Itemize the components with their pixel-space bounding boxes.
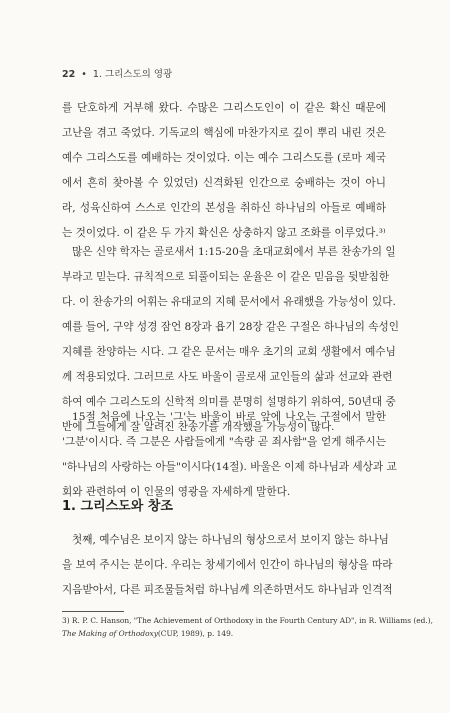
footnote-divider [62, 611, 124, 612]
footnote-line: 3) R. P. C. Hanson, "The Achievement of Orthodoxy in the Fourth Century AD", in R. Williams (ed.), [62, 616, 433, 625]
footnote [62, 614, 433, 640]
text-line: 반에 그들에게 잘 알려진 찬송가를 개작했을 가능성이 많다. [62, 421, 335, 433]
text-line: 15절 처음에 나오는 '그'는 바울이 바로 앞에 나오는 구절에서 말한 [72, 411, 386, 423]
text-line: 을 보여 주시는 분이다. 우리는 창세기에서 인간이 하나님의 형상을 따라 [62, 559, 393, 571]
text-line: 많은 신약 학자는 골로새서 1:15-20을 초대교회에서 부른 찬송가의 일 [72, 246, 396, 258]
running-head [62, 66, 172, 80]
paragraph-3 [62, 405, 397, 505]
text-line: 회와 관련하여 이 인물의 영광을 자세하게 말한다. [62, 486, 291, 498]
text-line: 에서 흔히 찾아볼 수 있었던) 신격화된 인간으로 숭배하는 것이 아니 [62, 177, 386, 189]
paragraph-1 [62, 96, 386, 246]
chapter-title: 1. 그리스도의 영광 [92, 69, 173, 80]
text-line: 께 적용되었다. 그러므로 사도 바울이 골로새 교인들의 삶과 선교와 관련 [62, 371, 393, 383]
paragraph-4 [62, 528, 393, 603]
text-line: 예를 들어, 구약 성경 잠언 8장과 욥기 28장 같은 구절은 하나님의 속성인 [62, 321, 399, 333]
section-heading: 1. 그리스도와 창조 [62, 499, 173, 514]
footnote-line [62, 627, 392, 640]
footnote-citation: (CUP, 1989), p. 149. [157, 629, 234, 638]
text-line: 하여 예수 그리스도의 신학적 의미를 분명히 설명하기 위하여, 50년대 중 [62, 396, 396, 408]
text-line: 지음받아서, 다른 피조물들처럼 하나님께 의존하면서도 하나님과 인격적 [62, 584, 393, 596]
text-line: "하나님의 사랑하는 아들"이시다(14절). 바울은 이제 하나님과 세상과 교 [62, 461, 397, 473]
bullet-separator: • [81, 69, 87, 80]
text-line: '그분'이시다. 즉 그분은 사람들에게 "속량 곧 죄사함"을 얻게 해주시는 [62, 436, 386, 448]
footnote-book-title: The Making of Orthodoxy [62, 629, 158, 638]
text-line: 고난을 겪고 죽었다. 기독교의 핵심에 마찬가지로 깊이 뿌리 내린 것은 [62, 127, 386, 139]
text-line: 첫째, 예수님은 보이지 않는 하나님의 형상으로서 보이지 않는 하나님 [72, 534, 389, 546]
page-number: 22 [62, 69, 76, 80]
text-line: 예수 그리스도를 예배하는 것이었다. 이는 예수 그리스도를 (로마 제국 [62, 152, 386, 164]
text-line: 를 단호하게 거부해 왔다. 수많은 그리스도인이 이 같은 확신 때문에 [62, 102, 386, 114]
text-line: 는 것이었다. 이 같은 두 가지 확신은 상충하지 않고 조화를 이루었다.³⁾ [62, 227, 386, 239]
text-line: 다. 이 찬송가의 어휘는 유대교의 지혜 문서에서 유래했을 가능성이 있다. [62, 296, 396, 308]
text-line: 지혜를 찬양하는 시다. 그 같은 문서는 매우 초기의 교회 생활에서 예수님 [62, 346, 396, 358]
text-line: 부라고 믿는다. 규칙적으로 되풀이되는 운율은 이 같은 믿음을 뒷받침한 [62, 271, 390, 283]
text-line: 라, 성육신하여 스스로 인간의 본성을 취하신 하나님의 아들로 예배하 [62, 202, 386, 214]
